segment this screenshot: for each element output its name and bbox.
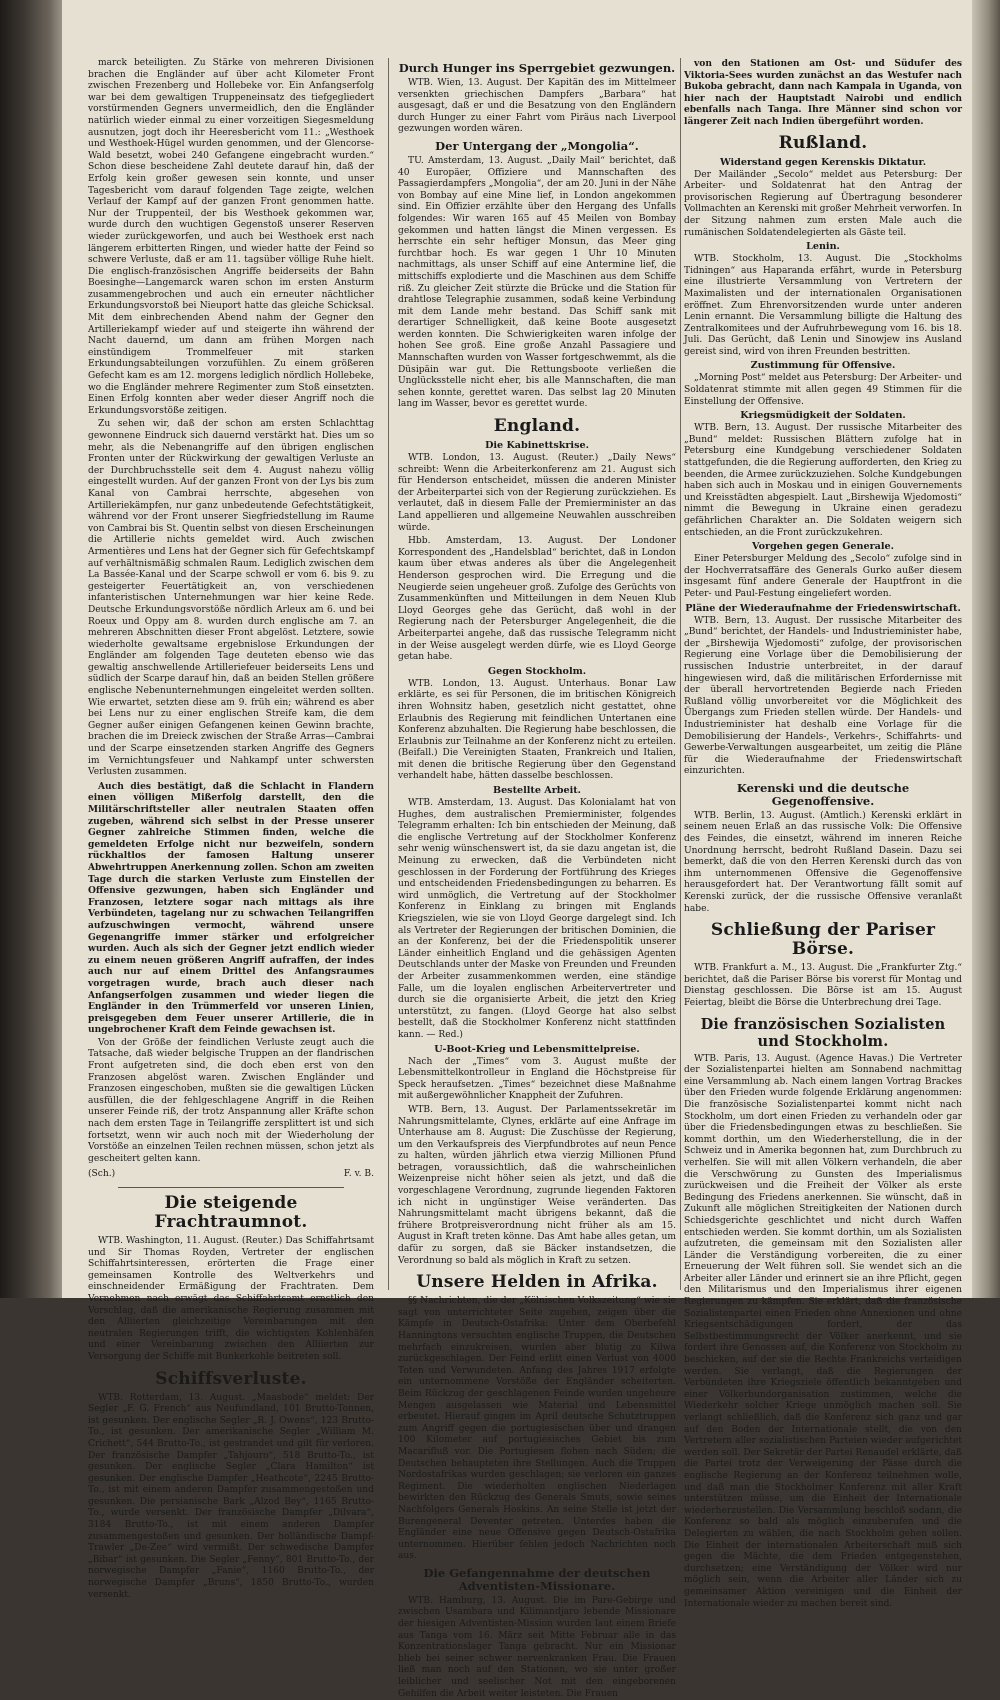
subhead-widerstand: Widerstand gegen Kerenskis Diktatur. bbox=[719, 156, 927, 168]
article-adventisten: WTB. Hamburg, 13. August. Die im Pare-Gebirge und zwischen Usambara und Kilimandjaro lebende Missionare der hiesigen Adventisten-Mission wurden laut einem Briefe aus Tanga vom 16. März seit Mitte Februar alle in das Konzentrationslager Tanga gebracht. Nur ein Missionar blieb bei seiner schwer nervenkranken Frau. Die Frauen ließ man noch auf den Stationen, wo sie unter großer leiblicher und seelischer Not mit den eingeborenen Gehilfen die Arbeit weiter leisteten. Die Frauen bbox=[398, 1595, 676, 1699]
subhead-gegen-stockholm: Gegen Stockholm. bbox=[487, 665, 587, 677]
headline-afrika: Unsere Helden in Afrika. bbox=[416, 1272, 658, 1293]
headline-schiffsverluste: Schiffsverluste. bbox=[155, 1368, 307, 1389]
subhead-lenin: Lenin. bbox=[806, 241, 840, 253]
signature-right: F. v. B. bbox=[343, 1169, 374, 1180]
headline-russland: Rußland. bbox=[778, 132, 868, 153]
headline-england: England. bbox=[493, 416, 581, 437]
article-gegen-stockholm: WTB. London, 13. August. Unterhaus. Bonar Law erklärte, es sei für Personen, die im britischen Königreich ihren Wohnsitz haben, gesetzlich nicht gestattet, ohne Erlaubnis des Regierung mit feindlichen Untertanen eine Konferenz abzuhalten. Die Regierung habe beschlossen, die Erlaubnis zur Teilnahme an der Konferenz nicht zu erteilen. (Beifall.) Die Vereinigten Staaten, Frankreich und Italien, mit denen die britische Regierung über den Gegenstand verhandelt habe, hätten dasselbe beschlossen. bbox=[398, 678, 676, 782]
headline-mongolia: Der Untergang der „Mongolia“. bbox=[435, 138, 639, 153]
article-bestellte-arbeit: WTB. Amsterdam, 13. August. Das Kolonialamt hat von Hughes, dem australischen Premierminister, folgendes Telegramm erhalten: Ich bin entschieden der Meinung, daß die englische Vertretung auf der Stockholmer Konferenz sehr wenig wünschenswert ist, da sie dazu angetan ist, die Meinung zu erwecken, daß die Verbündeten nicht geschlossen in der Forderung der Fortführung des Krieges und entscheidenden Friedensbedingungen zu beharren. Es wird unmöglich, die Vertretung auf der Stockholmer Konferenz in Einklang zu bringen mit Englands Kriegszielen, wie sie von Lloyd George dargelegt sind. Ich als Vertreter der Regierungen der britischen Dominien, die an der Konferenz, bei der die Friedenspolitik unserer Länder einheitlich England und die gehässigen Agenten Deutschlands unter der Maske von Freunden und Freunden der Arbeiter zusammenkommen werden, eine ständige Falle, um die loyalen englischen Arbeitervertreter und durch sie die organisierte Arbeit, die jetzt den Krieg unterstützt, zu fangen. (Lloyd George hat also selbst bestellt, daß die Stockholmer Konferenz nicht stattfinden kann. — Red.) bbox=[398, 798, 676, 1040]
article-kabinett-2: Hbb. Amsterdam, 13. August. Der Londoner Korrespondent des „Handelsblad“ berichtet, daß in London kaum über etwas anderes als über die Angelegenheit Henderson gesprochen wird. Die Erregung und die Neugierde seien ungeheuer groß. Zufolge des Gerüchts von Zusammenkünften und Mitteilungen in dem Neuen Klub Lloyd Georges gehe das Gerücht, daß wohl in der Regierung nach der Petersburger Angelegenheit, die die Arbeiterpartei angehe, daß das russische Telegramm nicht in der Weise ausgelegt werden dürfe, wie es Lloyd George getan habe. bbox=[398, 536, 676, 663]
article-kriegsmuedigkeit: WTB. Bern, 13. August. Der russische Mitarbeiter des „Bund“ meldet: Russischen Blättern zufolge hat in Petersburg eine Kundgebung verschiedener Soldaten stattgefunden, die die Regierung aufforderten, den Krieg zu beenden, die Armee zurückzuziehen. Solche Kundgebungen haben sich auch in Moskau und in einigen Gouvernements und Kreisstädten abgespielt. Laut „Birshewija Wjedomosti“ nimmt die Bewegung in Ukraine einen geradezu gefährlichen Charakter an. Die Soldaten weigern sich entschieden, an die Front zurückzukehren. bbox=[684, 423, 962, 538]
subhead-zustimmung: Zustimmung für Offensive. bbox=[750, 360, 896, 372]
article-flanders-p2: Zu sehen wir, daß der schon am ersten Schlachttag gewonnene Eindruck sich dauernd verstärkt hat. Dies um so mehr, als die Nebenangriffe auf den übrigen englischen Fronten unter der Rückwirkung der gewaltigen Verluste an der Durchbruchsstelle seit dem 4. August nahezu völlig eingestellt wurden. Auf der ganzen Front von der Lys bis zum Kanal von Cambrai herrschte, abgesehen von Artilleriekämpfen, nur ganz unbedeutende Gefechtstätigkeit, während vor der Front unserer Siegfriedstellung im Raume von Cambrai bis St. Quentin selbst von diesen Erscheinungen die Artillerie nichts gemeldet wird. Auch zwischen Armentières und Lens hat der Gegner sich für Gefechtskampf auf verhältnismäßig schmalen Raum. Lediglich zwischen dem La Bassée-Kanal und der Scarpe schwoll er vom 6. bis 9. zu gesteigerter Feuertätigkeit an, von verschiedenen infanteristischen Unternehmungen war hier keine Rede. Deutsche Erkundungsvorstöße nördlich Arleux am 6. und bei Roeux und Oppy am 8. wurden durch englische am 7. an mehreren Abschnitten dieser Front abgelöst. Letztere, sowie wiederholte gewaltsame ergebnislose Erkundungen der Engländer am folgenden Tage deuteten ebenso wie das gewaltig anschwellende Artilleriefeuer beiderseits Lens und südlich der Scarpe darauf hin, daß an beiden Stellen größere englische Nebenunternehmungen eingeleitet werden sollten. Wie erwartet, setzten diese am 9. früh ein; während es aber bei Lens nur zu einer englischen Streife kam, die dem Gegner außer einigen Gefangenen keinen Gewinn brachte, brachen die im Dreieck zwischen der Straße Arras—Cambrai und der Scarpe einsetzenden starken Angriffe des Gegners im Vernichtungsfeuer und Nahkampf unter schwersten Verlusten zusammen. bbox=[88, 419, 374, 778]
article-widerstand: Der Mailänder „Secolo“ meldet aus Petersburg: Der Arbeiter- und Soldatenrat hat den Antrag der provisorischen Regierung auf Übertragung besonderer Vollmachten an Kerenski mit großer Mehrheit verworfen. In der Sitzung nahmen zum ersten Male auch die rumänischen Soldatendelegierten als Gäste teil. bbox=[684, 169, 962, 238]
article-lenin: WTB. Stockholm, 13. August. Die „Stockholms Tidningen“ aus Haparanda erfährt, wurde in Petersburg eine illustrierte Versammlung von Vertretern der Maximalisten und der internationalen Organisationen eröffnet. Zum Ehrenvorsitzenden wurde unter anderen Lenin ernannt. Die Versammlung billigte die Haltung des Zentralkomitees und der Aufruhrbewegung vom 16. bis 18. Juli. Das Gerücht, daß Lenin und Sinowjew ins Ausland gereist sind, wird von ihren Freunden bestritten. bbox=[684, 254, 962, 357]
article-adventisten-cont: von den Stationen am Ost- und Südufer des Viktoria-Sees wurden zunächst an das Westufer nach Bukoba gebracht, dann nach Kampala in Uganda, von hier nach der Hauptstadt Nairobi und endlich ebenfalls nach Tanga. Ihre Männer sind schon vor längerer Zeit nach Indien übergeführt worden. bbox=[684, 58, 962, 127]
article-friedenswirtschaft: WTB. Bern, 13. August. Der russische Mitarbeiter des „Bund“ berichtet, der Handels- und Industrieminister habe, der „Birshewija Wjedomosti“ zufolge, der provisorischen Regierung eine Vorlage über die Demobilisierung der russischen Industrie unterbreitet, in der darauf hingewiesen wird, daß die militärischen Erfordernisse mit der überall hervortretenden Begierde nach Frieden Rußland völlig unvorbereitet vor die Möglichkeit des Übergangs zum Frieden stellen würde. Der Handels- und Industrieminister hat deshalb eine Vorlage für die Demobilisierung der Handels-, Verkehrs-, Schiffahrts- und Gewerbe-Verwaltungen ausgearbeitet, um zeitig die Pläne für die Wiederaufnahme der Friedenswirtschaft einzurichten. bbox=[684, 615, 962, 777]
article-boerse: WTB. Frankfurt a. M., 13. August. Die „Frankfurter Ztg.“ berichtet, daß die Pariser Börse bis vorerst für Montag und Dienstag geschlossen. Die Börse ist am 15. August Feiertag, bleibt die Börse die Unterbrechung drei Tage. bbox=[684, 963, 962, 1008]
book-binding bbox=[0, 0, 62, 1298]
headline-boerse: Schließung der Pariser Börse. bbox=[710, 920, 936, 960]
article-kabinett-1: WTB. London, 13. August. (Reuter.) „Daily News“ schreibt: Wenn die Arbeiterkonferenz am 21. August sich für Henderson entscheidet, müssen die anderen Minister der Arbeiterpartei sich von der Regierung zurückziehen. Es verlautet, daß in diesem Falle der Premierminister an das Land appellieren und allgemeine Neuwahlen ausschreiben würde. bbox=[398, 453, 676, 533]
headline-sozialisten: Die französischen Sozialisten und Stockholm. bbox=[700, 1015, 946, 1050]
separator bbox=[118, 1187, 344, 1188]
signature-left: (Sch.) bbox=[88, 1169, 116, 1180]
headline-adventisten: Die Gefangennahme der deutschen Adventisten-Missionare. bbox=[423, 1565, 651, 1593]
article-frachtraumnot: WTB. Washington, 11. August. (Reuter.) Das Schiffahrtsamt und Sir Thomas Royden, Vertreter der englischen Schiffahrtsinteressen, erörterten die Frage einer gemeinsamen Kontrolle des Weltverkehrs und einschneidender Ermäßigung der Frachtraten. Dem Vernehmen nach erwägt das Schiffahrtsamt ernstlich den Vorschlag, daß die amerikanische Regierung zusammen mit den Alliierten gleichzeitige Vereinbarungen mit den neutralen Regierungen trifft, die wichtigsten Kohlenhäfen und einer Vereinbarung zwischen den Alliierten zur Versorgung der Schiffe mit Bunkerkohle beitreten soll. bbox=[88, 1236, 374, 1362]
article-signature bbox=[88, 1169, 374, 1181]
headline-kerenski: Kerenski und die deutsche Gegenoffensive. bbox=[736, 780, 910, 808]
article-afrika: §§ Nachrichten, die der „Kölnischen Volkszeitung“ wie sie sagt von unterrichteter Seite zugehen, zeigen über die Kämpfe in Deutsch-Ostafrika: Unter dem Oberbefehl Hanningtons versuchten englische Truppen, die Deutschen mehrfach einzukreisen, wurden aber blutig zu Kilwa zurückgeschlagen. Der Feind erlitt einen Verlust von 4000 Toten und Verwundeten. Anfang des Jahres 1917 erfolgte ein unternommene Vorstöße der Engländer scheiterten. Beim Rückzug der geschlagenen Feinde wurden ungeheure Mengen ausgelassen wie Material und Lebensmittel erbeutet. Hierauf gingen im April deutsche Schutztruppen zum Angriff gegen die portugiesischen über und drangen 100 Kilometer auf portugiesisches Gebiet bis zum Macarifluß vor. Die Portugiesen flohen nach Süden; die Deutschen behaupteten ihre Stellungen. Auch die Truppen Nordostafrikas wurden geschlagen; sie verloren ein ganzes Regiment. Die wiederholten englischen Niederlagen bewirkten den Rückzug des Generals Smuts, sowie seines Nachfolgers Generals Hoskins. An seine Stelle ist jetzt der Burengeneral Deventer getreten. Unterdes haben die Engländer eine neue Offensive gegen Deutsch-Ostafrika unternommen. Hierüber fehlen jedoch Nachrichten noch aus. bbox=[398, 1296, 676, 1562]
subhead-uboot: U-Boot-Krieg und Lebensmittelpreise. bbox=[434, 1043, 640, 1055]
article-hunger: WTB. Wien, 13. August. Der Kapitän des im Mittelmeer versenkten griechischen Dampfers „Barbara“ hat ausgesagt, daß er und die Besatzung von den Engländern durch Hunger zu einer Fahrt vom Piräus nach Liverpool gezwungen worden wären. bbox=[398, 78, 676, 135]
article-flanders-p3: Auch dies bestätigt, daß die Schlacht in Flandern einen völligen Mißerfolg darstellt, den die Militärschriftsteller aller neutralen Staaten offen zugeben, während sich selbst in der Presse unserer Gegner zahlreiche Stimmen finden, welche die gemeldeten Erfolge nicht nur bezweifeln, sondern rückhaltlos der famosen Haltung unserer Abwehrtruppen Anerkennung zollen. Schon am zweiten Tage durch die starken Verluste zum Einstellen der Offensive gezwungen, haben sich Engländer und Franzosen, letztere sogar nach mittags als ihre Verbündeten, tagelang nur zu schwachen Teilangriffen aufzuschwingen vermocht, während unsere Gegenangriffe immer stärker und erfolgreicher wurden. Auch als sich der Gegner jetzt endlich wieder zu einem neuen größeren Angriff aufraffen, der indes auch nur auf einem Drittel des Anfangsraumes vorgetragen wurde, brach auch dieser nach Anfangserfolgen zusammen und wieder liegen die Engländer in den Trümmerfeld vor unseren Linien, preisgegeben dem Feuer unserer Artillerie, die in ungebrochener Kraft dem Feinde gewachsen ist. bbox=[88, 780, 374, 1036]
subhead-kabinettskrise: Die Kabinettskrise. bbox=[485, 440, 589, 452]
article-mongolia: TU. Amsterdam, 13. August. „Daily Mail“ berichtet, daß 40 Europäer, Offiziere und Mannschaften des Passagierdampfers „Mongolia“, der am 20. Juni in der Nähe von Bombay auf eine Mine lief, in London angekommen sind. Ein Offizier erzählte über den Hergang des Unfalls folgendes: Wir waren 165 auf 45 Meilen von Bombay gekommen und hatten längst die Minen vergessen. Es herrschte ein sehr heftiger Monsun, das Meer ging furchtbar hoch. Es war gegen 1 Uhr 10 Minuten nachmittags, als unser Schiff auf eine Antermine lief, die mittschiffs explodierte und die Maschinen aus dem Schiffe riß. Zu gleicher Zeit stürzte die Brücke und die Station für drahtlose Telegraphie zusammen, sodaß keine Verbindung mit dem Lande mehr bestand. Das Schiff sank mit derartiger Schnelligkeit, daß keine Boote ausgesetzt werden konnten. Die Schwierigkeiten waren infolge der hohen See groß. Eine große Anzahl Passagiere und Mannschaften wurden von Wasser fortgeschwemmt, als die Düsipäin war gut. Die Rettungsboote verließen die Unglücksstelle nicht eher, bis alle Mannschaften, die man sehen konnte, gerettet waren. Das selbst lag 20 Minuten lang im Wasser, bevor es gerettet wurde. bbox=[398, 155, 676, 410]
column-rule-1 bbox=[388, 58, 389, 1290]
column-right bbox=[684, 58, 962, 1609]
subhead-friedenswirtschaft: Pläne der Wiederaufnahme der Friedenswirtschaft. bbox=[685, 602, 961, 614]
article-generale: Einer Petersburger Meldung des „Secolo“ zufolge sind in der Hochverratsaffäre des Generals Gurko außer diesem insgesamt fünf andere Generale der Hauptfront in die Peter- und Paul-Festung eingeliefert worden. bbox=[684, 554, 962, 599]
article-uboot-2: WTB. Bern, 13. August. Der Parlamentssekretär im Nahrungsmittelamte, Clynes, erklärte auf eine Anfrage im Unterhause am 8. August: Die Zuschüsse der Regierung, um den Verkaufspreis des Vierpfundbrotes auf neun Pence zu halten, würden jährlich etwa vierzig Millionen Pfund betragen, voraussichtlich, daß die wahrscheinlichen Weizenpreise nicht höher seien als jetzt, und daß die vorgeschlagene Verordnung, zugrunde liegenden Faktoren ich nicht in ungünstiger Weise veränderten. Das Nahrungsmittelamt macht übrigens bekannt, daß die frühere Brotpreisverordnung nicht früher als am 15. August in Kraft treten könne. Das Amt habe alles getan, um dafür zu sorgen, daß sie Bäcker instandsetzen, die Verordnung so bald als möglich in Kraft zu setzen. bbox=[398, 1104, 676, 1266]
article-flanders-p1: marck beteiligten. Zu Stärke von mehreren Divisionen brachen die Engländer auf über acht Kilometer Front zwischen Frezenberg und Hollebeke vor. Ein Anfangserfolg war bei dem gewaltigen Truppeneinsatz des tiefgegliedert vorstürmenden Gegners unvermeidlich, den die Engländer natürlich wieder einmal zu einer vorzeitigen Siegesmeldung ausnutzen, jogt doch ihr Heeresbericht vom 11.: „Westhoek und Westhoek-Hügel wurden genommen, und der Glencorse-Wald besetzt, wobei 240 Gefangene eingebracht wurden.“ Schon diese bescheidene Zahl deutete darauf hin, daß der Erfolg kein großer gewesen sein konnte, und unser Tagesbericht vom darauf folgenden Tage zeigte, welchen Verlauf der Kampf auf der ganzen Front genommen hatte. Nur der Truppenteil, der bis Westhoek gekommen war, wurde durch den wuchtigen Gegenstoß unserer Reserven wieder zurückgeworfen, und auch bei Westhoek erst nach längerem erbitterten Ringen, und wieder hatte der Feind so schwere Verluste, daß er am 11. tagsüber völlige Ruhe hielt. Die englisch-französischen Angriffe beiderseits der Bahn Boesinghe—Langemarck waren schon im ersten Ansturm zusammengebrochen und auch ein erneuter nächtlicher Erkundungsvorstoß bei Nieuport hatte das gleiche Schicksal. Mit dem einbrechenden Abend nahm der Gegner den Artilleriekampf wieder auf und steigerte ihn während der Nacht dauernd, um dann am frühen Morgen nach einstündigem Trommelfeuer mit starken Erkundungsabteilungen vorzufühlen. Zu einem größeren Gefecht kam es am 12. morgens lediglich nördlich Hollebeke, wo die Engländer mehrere Regimenter zum Stoß einsetzten. Einen Erfolg konnten aber weder dieser Angriff noch die Erkundungsvorstöße zeitigen. bbox=[88, 58, 374, 416]
article-flanders-p4: Von der Größe der feindlichen Verluste zeugt auch die Tatsache, daß wieder belgische Truppen an der flandrischen Front aufgetreten sind, die doch eben erst von den Franzosen abgelöst waren. Zwischen Engländer und Franzosen eingeschoben, mußten sie die gewaltigen Lücken ausfüllen, die der fehlgeschlagene Angriff in die Reihen unserer Feinde riß, der trotz Anspannung aller Kräfte schon nach dem ersten Tage in Teilangriffe zersplittert ist und sich fortsetzt, wenn wir auch noch mit der Wiederholung der Vorstöße an einzelnen Teilen rechnen müssen, schon jetzt als gescheitert gelten kann. bbox=[88, 1037, 374, 1164]
article-zustimmung: „Morning Post“ meldet aus Petersburg: Der Arbeiter- und Soldatenrat stimmte mit allen gegen 49 Stimmen für die Einstellung der Offensive. bbox=[684, 373, 962, 407]
subhead-generale: Vorgehen gegen Generale. bbox=[752, 541, 894, 553]
article-kerenski: WTB. Berlin, 13. August. (Amtlich.) Kerenski erklärt in seinem neuen Erlaß an das russische Volk: Die Offensive des Feindes, die einsetzt, während im inneren Reiche Unordnung herrscht, bedroht Rußland Dasein. Dazu sei bemerkt, daß die von den Herren Kerenski durch das von ihm unternommenen Offensive die Gegenoffensive herausgefordert hat. Der Verantwortung fällt somit auf Kerenski zurück, der die russische Offensive veranlaßt habe. bbox=[684, 810, 962, 914]
headline-hunger: Durch Hunger ins Sperrgebiet gezwungen. bbox=[398, 61, 676, 75]
article-sozialisten: WTB. Paris, 13. August. (Agence Havas.) Die Vertreter der Sozialistenpartei hielten am Sonnabend nachmittag eine Versammlung ab. Nach einem langen Vortrag Brackes über den Frieden wurde folgende Erklärung angenommen: Die französische Sozialistenpartei kommt nicht nach Stockholm, um dort einen Frieden zu verhandeln oder gar über die Friedensbedingungen etwas zu beschließen. Sie kommt dorthin, um den Wiederherstellung, die in der Schweiz und in Amerika begonnen hat, zum Durchbruch zu verhelfen. Sie will mit allen Völkern verhandeln, die aber die Verschwörung zu Gunsten des Imperialismus zurückweisen und die Freiheit der Völker als erste Bedingung des Friedens anerkennen. Sie wünscht, daß in Zukunft alle möglichen Streitigkeiten der Nationen durch Schiedsgerichte geschlichtet und nicht durch Waffen entschieden werden. Sie kommt dorthin, um als Sozialisten aufzutreten, die gemeinsam mit den Sozialisten aller Länder die Verständigung vorbereiten, die zu einer Erneuerung der Welt führen soll. Sie wendet sich an die Arbeiter aller Länder und erinnert sie an ihre Pflicht, gegen den Militarismus und den Imperialismus ihrer eigenen Regierungen zu kämpfen. Sie erklärt, daß die französische Sozialistenpartei einen Frieden ohne Annexionen und ohne Kriegsentschädigungen fordert, der das Selbstbestimmungsrecht der Völker anerkennt, und sie fordert ihre Genossen auf, die Konferenz von Stockholm zu beschicken, auf der sie die Rechte Frankreichs verteidigen werden. Sie verlangt, daß die Regierungen der Verbündeten ihre Kriegsziele öffentlich bekanntgeben und einer Völkerbundorganisation zustimmen, welche die Wiederkehr solcher Kriege unmöglich machen soll. Sie verlangt schließlich, daß die Konferenz sich ganz und gar auf den Boden der Internationale stellt, die von den Vertretern aller sozialistischen Parteien wieder aufgerichtet werden soll. Der Sekretär der Partei Renaudel erklärte, daß die Partei trotz der Verweigerung der Pässe durch die englische Regierung an der Konferenz teilnehmen wolle, und daß man die Stockholmer Konferenz mit aller Kraft unterstützen müsse, um die Einheit der Internationale wiederherzustellen. Die Versammlung beschloß sodann, die Konferenz so bald als möglich einzuberufen und die Delegierten zu wählen, die nach Stockholm gehen sollen. Die Einheit der internationalen Arbeiterschaft muß sich gegen die Mächte, die dem Frieden entgegenstehen, durchsetzen; eine Verständigung der Völker wird nur möglich sein, wenn die Arbeiter aller Länder sich zu gemeinsamer Aktion vereinigen und die Einheit der Internationale wieder zu machen bereit sind. bbox=[684, 1053, 962, 1609]
article-uboot-1: Nach der „Times“ vom 3. August mußte der Lebensmittelkontrolleur in England die Höchstpreise für Speck heraufsetzen. „Times“ bezeichnet diese Maßnahme mit außergewöhnlicher Knappheit der Zufuhren. bbox=[398, 1056, 676, 1102]
column-middle bbox=[398, 58, 676, 1699]
article-schiffsverluste: WTB. Rotterdam, 13. August. „Maasbode“ meldet: Der Segler „F. G. French“ aus Neufundland, 101 Brutto-Tonnen, ist gesunken. Der englische Segler „R. J. Owens“, 123 Brutto-To., ist gesunken. Der amerikanische Segler „William M. Crichett“, 544 Brutto-To., ist gestrandet und gilt für verloren. Der französische Dampfer „Tahjouro“, 518 Brutto-To., ist gesunken. Der englische Segler „Clara Hamilton“ ist gesunken. Der englische Dampfer „Heathcote“, 2245 Brutto-To., ist mit einem anderen Dampfer zusammengestoßen und gesunken. Die persianische Bark „Alzod Bey“, 1165 Brutto-To., wurde versenkt. Der französische Dampfer „Dilvara“, 3184 Brutto-To., ist mit einem anderen Dampfer zusammengestoßen und gesunken. Der holländische Dampf-Trawler „De-Zee“ wird vermißt. Der schwedische Dampfer „Bibar“ ist gesunken. Die Segler „Fenny“, 801 Brutto-To., der norwegische Dampfer „Fanie“, 1160 Brutto-To., der norwegische Dampfer „Bruns“, 1850 Brutto-To., wurden versenkt. bbox=[88, 1392, 375, 1600]
headline-frachtraumnot: Die steigende Frachtraumnot. bbox=[154, 1193, 308, 1232]
column-left bbox=[88, 58, 375, 1600]
page-edge bbox=[972, 0, 1000, 1298]
subhead-kriegsmuedigkeit: Kriegsmüdigkeit der Soldaten. bbox=[740, 410, 906, 422]
subhead-bestellte-arbeit: Bestellte Arbeit. bbox=[492, 785, 582, 797]
column-rule-2 bbox=[680, 58, 681, 1290]
